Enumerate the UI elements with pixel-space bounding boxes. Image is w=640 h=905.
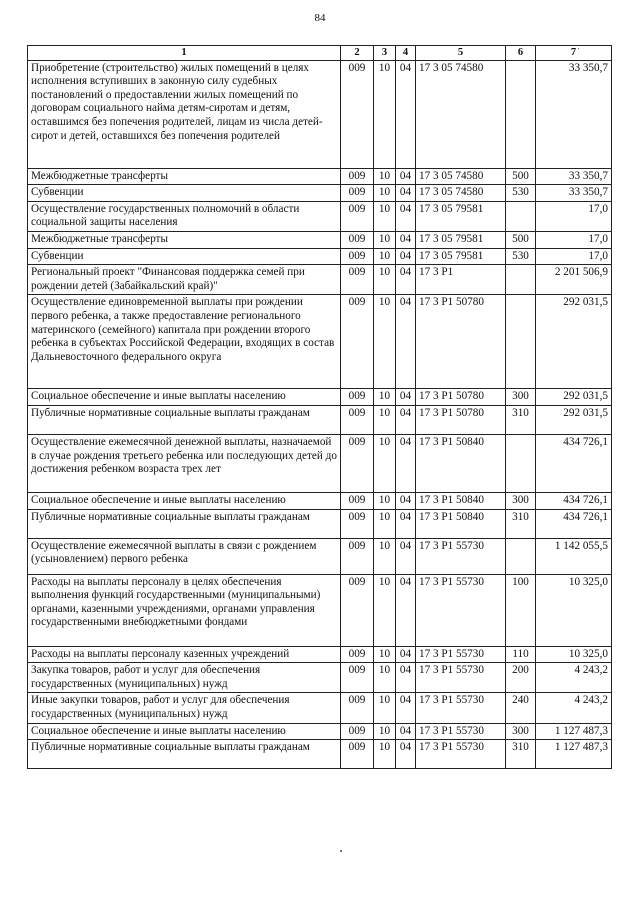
scan-speck: [578, 48, 579, 49]
row-amount: 292 031,5: [536, 405, 612, 434]
row-subsection-code: 04: [396, 740, 416, 769]
row-name-cell: Публичные нормативные социальные выплаты гражданам: [28, 509, 341, 538]
row-amount: 434 726,1: [536, 434, 612, 492]
header-col-2: 2: [341, 46, 374, 61]
table-row: [28, 265, 612, 295]
row-subsection-code: 04: [396, 405, 416, 434]
row-section-code: 10: [374, 265, 396, 295]
row-expense-type: 310: [506, 740, 536, 769]
row-expense-type: [506, 538, 536, 574]
header-row: [28, 46, 612, 61]
row-expense-type: 300: [506, 723, 536, 740]
table-row: [28, 538, 612, 574]
row-ministry-code: 009: [341, 434, 374, 492]
row-target-article: 17 3 P1 55730: [416, 740, 506, 769]
page-number: 84: [314, 12, 326, 24]
row-subsection-code: 04: [396, 663, 416, 693]
table-row: [28, 492, 612, 509]
row-amount: 4 243,2: [536, 663, 612, 693]
row-subsection-code: 04: [396, 492, 416, 509]
row-ministry-code: 009: [341, 538, 374, 574]
row-amount: 33 350,7: [536, 185, 612, 202]
row-target-article: 17 3 P1 50780: [416, 389, 506, 406]
row-expense-type: 310: [506, 509, 536, 538]
table-row: [28, 201, 612, 231]
row-name-cell: Субвенции: [28, 185, 341, 202]
row-name-cell: Социальное обеспечение и иные выплаты населению: [28, 492, 341, 509]
row-section-code: 10: [374, 663, 396, 693]
row-name-cell: Публичные нормативные социальные выплаты гражданам: [28, 405, 341, 434]
table-body: [28, 60, 612, 769]
row-target-article: 17 3 05 79581: [416, 248, 506, 265]
row-ministry-code: 009: [341, 740, 374, 769]
row-amount: 1 127 487,3: [536, 740, 612, 769]
row-name-cell: Региональный проект "Финансовая поддержка семей при рождении детей (Забайкальский край)": [28, 265, 341, 295]
row-ministry-code: 009: [341, 723, 374, 740]
row-expense-type: 240: [506, 693, 536, 723]
row-expense-type: 100: [506, 574, 536, 646]
row-amount: 10 325,0: [536, 646, 612, 663]
row-amount: 1 142 055,5: [536, 538, 612, 574]
row-subsection-code: 04: [396, 509, 416, 538]
row-name-cell: Субвенции: [28, 248, 341, 265]
table-row: [28, 60, 612, 168]
row-ministry-code: 009: [341, 492, 374, 509]
row-ministry-code: 009: [341, 405, 374, 434]
row-amount: 4 243,2: [536, 693, 612, 723]
row-amount: 292 031,5: [536, 295, 612, 389]
row-ministry-code: 009: [341, 295, 374, 389]
row-subsection-code: 04: [396, 389, 416, 406]
table-row: [28, 646, 612, 663]
row-section-code: 10: [374, 295, 396, 389]
table-row: [28, 574, 612, 646]
row-amount: 17,0: [536, 248, 612, 265]
row-name-cell: Осуществление ежемесячной денежной выплаты, назначаемой в случае рождения третьего ребенка или последующих детей до достижения ребенком возраста трех лет: [28, 434, 341, 492]
table-row: [28, 663, 612, 693]
row-target-article: 17 3 05 79581: [416, 231, 506, 248]
row-ministry-code: 009: [341, 248, 374, 265]
row-subsection-code: 04: [396, 248, 416, 265]
row-section-code: 10: [374, 740, 396, 769]
row-target-article: 17 3 P1 55730: [416, 663, 506, 693]
row-section-code: 10: [374, 492, 396, 509]
row-section-code: 10: [374, 248, 396, 265]
row-amount: 1 127 487,3: [536, 723, 612, 740]
row-target-article: 17 3 P1 50840: [416, 492, 506, 509]
row-target-article: 17 3 05 74580: [416, 168, 506, 185]
table-row: [28, 248, 612, 265]
row-expense-type: [506, 295, 536, 389]
row-section-code: 10: [374, 693, 396, 723]
table-row: [28, 185, 612, 202]
row-ministry-code: 009: [341, 389, 374, 406]
row-name-cell: Закупка товаров, работ и услуг для обеспечения государственных (муниципальных) нужд: [28, 663, 341, 693]
row-expense-type: [506, 434, 536, 492]
row-ministry-code: 009: [341, 509, 374, 538]
table-row: [28, 740, 612, 769]
row-expense-type: 200: [506, 663, 536, 693]
row-expense-type: 500: [506, 231, 536, 248]
row-expense-type: 310: [506, 405, 536, 434]
row-subsection-code: 04: [396, 574, 416, 646]
row-ministry-code: 009: [341, 60, 374, 168]
row-section-code: 10: [374, 60, 396, 168]
row-subsection-code: 04: [396, 60, 416, 168]
row-subsection-code: 04: [396, 646, 416, 663]
scan-speck: [340, 850, 342, 852]
row-name-cell: Осуществление государственных полномочий в области социальной защиты населения: [28, 201, 341, 231]
row-section-code: 10: [374, 574, 396, 646]
table-row: [28, 405, 612, 434]
row-name-cell: Иные закупки товаров, работ и услуг для обеспечения государственных (муниципальных) нужд: [28, 693, 341, 723]
row-ministry-code: 009: [341, 265, 374, 295]
table-row: [28, 693, 612, 723]
row-name-cell: Расходы на выплаты персоналу казенных учреждений: [28, 646, 341, 663]
table-row: [28, 389, 612, 406]
row-target-article: 17 3 P1: [416, 265, 506, 295]
row-expense-type: 530: [506, 185, 536, 202]
row-section-code: 10: [374, 201, 396, 231]
row-subsection-code: 04: [396, 265, 416, 295]
table-row: [28, 168, 612, 185]
row-ministry-code: 009: [341, 231, 374, 248]
row-amount: 434 726,1: [536, 492, 612, 509]
row-section-code: 10: [374, 405, 396, 434]
row-target-article: 17 3 05 74580: [416, 60, 506, 168]
row-amount: 17,0: [536, 231, 612, 248]
row-section-code: 10: [374, 434, 396, 492]
row-expense-type: 110: [506, 646, 536, 663]
row-expense-type: 300: [506, 492, 536, 509]
table-row: [28, 723, 612, 740]
row-expense-type: [506, 201, 536, 231]
row-subsection-code: 04: [396, 538, 416, 574]
row-target-article: 17 3 P1 55730: [416, 538, 506, 574]
row-name-cell: Межбюджетные трансферты: [28, 168, 341, 185]
header-col-4: 4: [396, 46, 416, 61]
row-name-cell: Осуществление единовременной выплаты при рождении первого ребенка, а также предоставление регионального материнского (семейного) капитала при рождении второго ребенка в субъектах Российской Федерации, входящих в состав Дальневосточного федерального округа: [28, 295, 341, 389]
row-amount: 33 350,7: [536, 168, 612, 185]
header-col-6: 6: [506, 46, 536, 61]
table-row: [28, 434, 612, 492]
row-expense-type: [506, 60, 536, 168]
header-col-3: 3: [374, 46, 396, 61]
row-target-article: 17 3 P1 50780: [416, 405, 506, 434]
header-col-1: 1: [28, 46, 341, 61]
row-subsection-code: 04: [396, 231, 416, 248]
row-section-code: 10: [374, 723, 396, 740]
row-target-article: 17 3 P1 50840: [416, 434, 506, 492]
row-target-article: 17 3 P1 55730: [416, 723, 506, 740]
header-col-5: 5: [416, 46, 506, 61]
row-subsection-code: 04: [396, 723, 416, 740]
row-name-cell: Социальное обеспечение и иные выплаты населению: [28, 389, 341, 406]
row-name-cell: Приобретение (строительство) жилых помещений в целях исполнения вступивших в законную силу судебных постановлений о предоставлении жилых помещений по договорам социального найма детям-сиротам и детям, оставшимся без попечения родителей, лицам из числа детей-сирот и детей, оставшихся без попечения родителей: [28, 60, 341, 168]
row-amount: 10 325,0: [536, 574, 612, 646]
row-name-cell: Расходы на выплаты персоналу в целях обеспечения выполнения функций государственными (муниципальными) органами, казенными учреждениями, органами управления государственными внебюджетными фондами: [28, 574, 341, 646]
row-expense-type: 300: [506, 389, 536, 406]
row-section-code: 10: [374, 168, 396, 185]
row-subsection-code: 04: [396, 185, 416, 202]
row-amount: 434 726,1: [536, 509, 612, 538]
row-ministry-code: 009: [341, 693, 374, 723]
row-ministry-code: 009: [341, 574, 374, 646]
row-expense-type: [506, 265, 536, 295]
row-ministry-code: 009: [341, 663, 374, 693]
row-target-article: 17 3 05 74580: [416, 185, 506, 202]
table-row: [28, 509, 612, 538]
row-ministry-code: 009: [341, 646, 374, 663]
row-target-article: 17 3 P1 50780: [416, 295, 506, 389]
row-section-code: 10: [374, 538, 396, 574]
row-amount: 17,0: [536, 201, 612, 231]
row-target-article: 17 3 P1 55730: [416, 574, 506, 646]
row-name-cell: Социальное обеспечение и иные выплаты населению: [28, 723, 341, 740]
row-section-code: 10: [374, 185, 396, 202]
row-subsection-code: 04: [396, 693, 416, 723]
row-section-code: 10: [374, 231, 396, 248]
table-row: [28, 295, 612, 389]
row-name-cell: Публичные нормативные социальные выплаты гражданам: [28, 740, 341, 769]
row-ministry-code: 009: [341, 201, 374, 231]
row-target-article: 17 3 P1 55730: [416, 693, 506, 723]
row-subsection-code: 04: [396, 434, 416, 492]
row-target-article: 17 3 P1 50840: [416, 509, 506, 538]
row-ministry-code: 009: [341, 185, 374, 202]
row-expense-type: 530: [506, 248, 536, 265]
row-name-cell: Осуществление ежемесячной выплаты в связи с рождением (усыновлением) первого ребенка: [28, 538, 341, 574]
row-subsection-code: 04: [396, 168, 416, 185]
row-amount: 2 201 506,9: [536, 265, 612, 295]
row-expense-type: 500: [506, 168, 536, 185]
budget-table: [27, 45, 612, 769]
table-row: [28, 231, 612, 248]
row-subsection-code: 04: [396, 201, 416, 231]
header-col-7: 7: [536, 46, 612, 61]
row-name-cell: Межбюджетные трансферты: [28, 231, 341, 248]
row-subsection-code: 04: [396, 295, 416, 389]
row-ministry-code: 009: [341, 168, 374, 185]
row-section-code: 10: [374, 646, 396, 663]
row-section-code: 10: [374, 389, 396, 406]
row-section-code: 10: [374, 509, 396, 538]
row-target-article: 17 3 05 79581: [416, 201, 506, 231]
row-target-article: 17 3 P1 55730: [416, 646, 506, 663]
row-amount: 292 031,5: [536, 389, 612, 406]
row-amount: 33 350,7: [536, 60, 612, 168]
